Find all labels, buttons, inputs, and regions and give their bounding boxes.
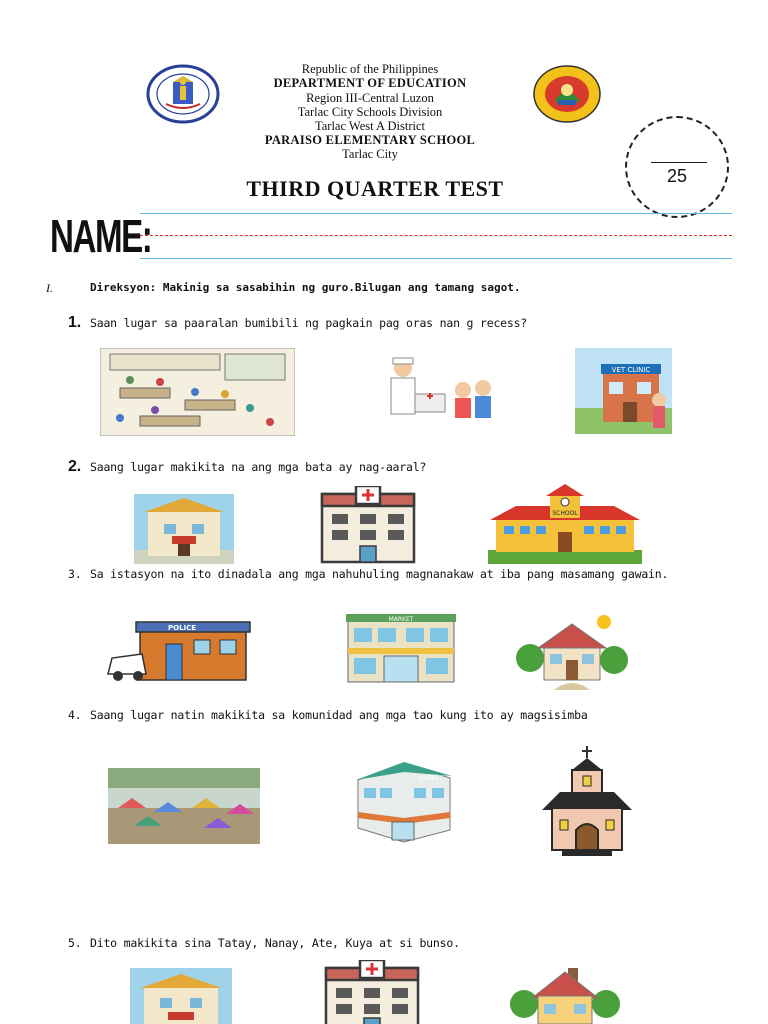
vet-clinic-picture[interactable] xyxy=(575,348,672,434)
score-total: 25 xyxy=(666,166,688,186)
header-district: Tarlac West A District xyxy=(314,119,426,133)
restaurant-picture[interactable] xyxy=(134,494,234,564)
police-sign: POLICE xyxy=(168,624,197,632)
test-title: THIRD QUARTER TEST xyxy=(246,176,504,201)
market-sign-1: MARKET xyxy=(388,616,414,623)
deped-seal-logo xyxy=(146,64,220,124)
doctor-clinic-picture[interactable] xyxy=(385,354,495,426)
header-city: Tarlac City xyxy=(342,147,398,161)
section-numeral: I. xyxy=(46,281,53,295)
question-1-text: Saan lugar sa paaralan bumibili ng pagkain pag oras nan g recess? xyxy=(90,316,528,330)
question-2-number: 2. xyxy=(68,458,81,475)
score-circle xyxy=(625,116,729,218)
school-sign: SCHOOL xyxy=(552,510,578,517)
question-4-text: Saang lugar natin makikita sa komunidad ang mga tao kung ito ay magsisimba xyxy=(90,708,588,722)
header-republic: Republic of the Philippines xyxy=(301,62,439,76)
question-1-number: 1. xyxy=(68,314,81,331)
header-department: DEPARTMENT OF EDUCATION xyxy=(273,76,467,90)
name-answer-line[interactable] xyxy=(140,235,732,236)
question-5-text: Dito makikita sina Tatay, Nanay, Ate, Kuya at si bunso. xyxy=(90,936,460,950)
police-station-picture[interactable] xyxy=(106,614,256,686)
header-division: Tarlac City Schools Division xyxy=(297,105,443,119)
church-picture[interactable] xyxy=(540,746,634,856)
question-4-number: 4. xyxy=(68,708,82,722)
question-2-text: Saang lugar makikita na ang mga bata ay nag-aaral? xyxy=(90,460,427,474)
house-picture[interactable] xyxy=(514,610,630,690)
name-top-rule xyxy=(140,213,732,214)
question-3 xyxy=(68,567,668,581)
header-region: Region III-Central Luzon xyxy=(306,91,434,105)
question-5-number: 5. xyxy=(68,936,82,950)
marketplace-picture[interactable] xyxy=(108,768,260,844)
tarlac-division-seal-logo xyxy=(532,64,602,124)
vet-sign: VET CLINIC xyxy=(611,366,651,374)
question-5 xyxy=(68,936,460,950)
header-school: PARAISO ELEMENTARY SCHOOL xyxy=(264,133,476,147)
market-picture[interactable] xyxy=(344,610,458,690)
market-sign-2: MARKET xyxy=(418,775,443,782)
canteen-picture[interactable] xyxy=(100,348,295,436)
question-3-number: 3. xyxy=(68,567,82,581)
name-label: NAME: xyxy=(50,210,152,262)
question-4 xyxy=(68,708,588,722)
hospital-picture-2[interactable] xyxy=(322,960,422,1024)
family-house-picture[interactable] xyxy=(508,964,622,1024)
score-line xyxy=(651,162,707,163)
hospital-picture[interactable] xyxy=(318,486,418,564)
question-1 xyxy=(68,314,527,332)
name-bottom-rule xyxy=(140,258,732,259)
school-picture[interactable] xyxy=(488,482,642,564)
restaurant-picture-2[interactable] xyxy=(130,968,232,1024)
question-3-text: Sa istasyon na ito dinadala ang mga nahuhuling magnanakaw at iba pang masamang gawain. xyxy=(90,567,669,581)
directions-text: Direksyon: Makinig sa sasabihin ng guro.Bilugan ang tamang sagot. xyxy=(90,281,521,294)
question-2 xyxy=(68,458,426,476)
supermarket-picture[interactable] xyxy=(352,758,454,844)
